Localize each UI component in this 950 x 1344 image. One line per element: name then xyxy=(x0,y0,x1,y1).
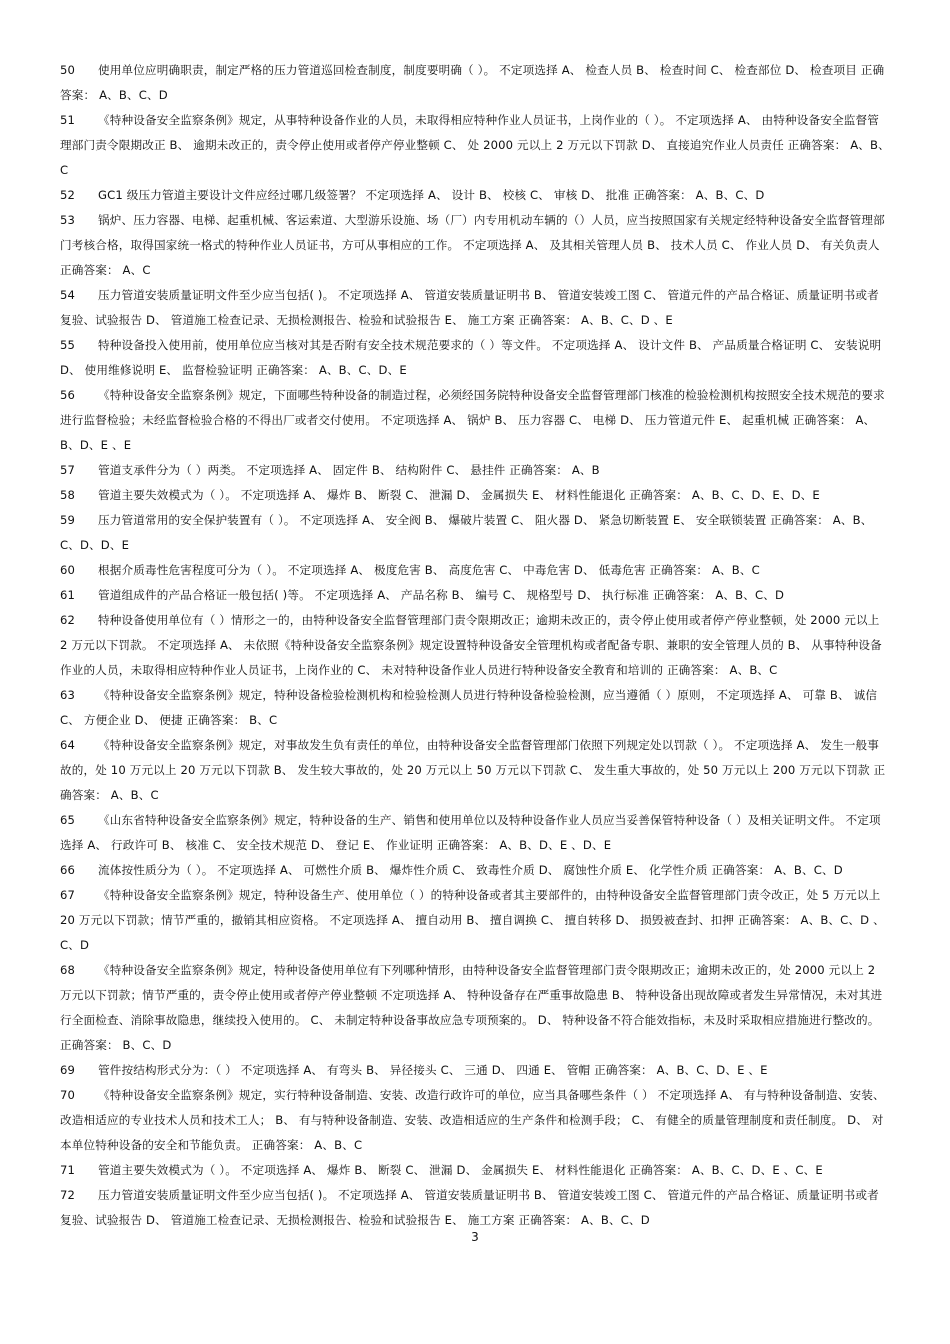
question-item xyxy=(60,558,890,583)
question-text: 《特种设备安全监察条例》规定，特种设备检验检测机构和检验检测人员进行特种设备检验检测，应当遵循（ ）原则， 不定项选择 A、 可靠 B、 诚信 C、 方便企业 D、 便捷 正确答案： B、C xyxy=(60,688,878,727)
question-text: 《特种设备安全监察条例》规定，特种设备使用单位有下列哪种情形，由特种设备安全监督管理部门责令限期改正；逾期未改正的，处 2000 元以上 2 万元以下罚款；情节严重的，责令停止使用或者停产停业整顿 不定项选择 A、 特种设备存在严重事故隐患 B、 特种设备出现故障或者发生异常情况，未对其进行全面检查、消除事故隐患，继续投入使用的。 C、 未制定特种设备事故应急专项预案的。 D、 特种设备不符合能效指标，未及时采取相应措施进行整改的。 正确答案： B、C、D xyxy=(60,963,883,1052)
question-number: 67 xyxy=(60,888,76,902)
question-item xyxy=(60,733,890,808)
question-item xyxy=(60,608,890,683)
question-number: 60 xyxy=(60,563,76,577)
question-number: 68 xyxy=(60,963,76,977)
question-number: 70 xyxy=(60,1088,76,1102)
question-number: 66 xyxy=(60,863,76,877)
question-text: 特种设备投入使用前，使用单位应当核对其是否附有安全技术规范要求的（ ）等文件。 不定项选择 A、 设计文件 B、 产品质量合格证明 C、 安装说明 D、 使用维修说明 E、 监督检验证明 正确答案： A、B、C、D、E xyxy=(60,338,882,377)
question-item xyxy=(60,1083,890,1158)
question-item xyxy=(60,183,890,208)
question-text: 《特种设备安全监察条例》规定，下面哪些特种设备的制造过程，必须经国务院特种设备安全监督管理部门核准的检验检测机构按照安全技术规范的要求进行监督检验；未经监督检验合格的不得出厂或者交付使用。 不定项选择 A、 锅炉 B、 压力容器 C、 电梯 D、 压力管道元件 E、 起重机械 正确答案： A、B、D、E 、E xyxy=(60,388,885,452)
question-text: 压力管道常用的安全保护装置有（ ）。 不定项选择 A、 安全阀 B、 爆破片装置 C、 阻火器 D、 紧急切断装置 E、 安全联锁装置 正确答案： A、B、C、D、D、E xyxy=(60,513,873,552)
question-number: 59 xyxy=(60,513,76,527)
question-text: 《山东省特种设备安全监察条例》规定，特种设备的生产、销售和使用单位以及特种设备作业人员应当妥善保管特种设备（ ）及相关证明文件。 不定项选择 A、 行政许可 B、 核准 C、 安全技术规范 D、 登记 E、 作业证明 正确答案： A、B、D、E 、D、E xyxy=(60,813,881,852)
question-number: 63 xyxy=(60,688,76,702)
question-item xyxy=(60,208,890,283)
question-text: 管件按结构形式分为：（ ） 不定项选择 A、 有弯头 B、 异径接头 C、 三通 D、 四通 E、 管帽 正确答案： A、B、C、D、E 、E xyxy=(98,1063,768,1077)
question-text: 管道主要失效模式为（ ）。 不定项选择 A、 爆炸 B、 断裂 C、 泄漏 D、 金属损失 E、 材料性能退化 正确答案： A、B、C、D、E 、C、E xyxy=(98,1163,823,1177)
question-text: 锅炉、压力容器、电梯、起重机械、客运索道、大型游乐设施、场（厂）内专用机动车辆的（）人员，应当按照国家有关规定经特种设备安全监督管理部门考核合格，取得国家统一格式的特种作业人员证书，方可从事相应的工作。 不定项选择 A、 及其相关管理人员 B、 技术人员 C、 作业人员 D、 有关负责人 正确答案： A、C xyxy=(60,213,885,277)
question-number: 69 xyxy=(60,1063,76,1077)
question-text: 管道支承件分为（ ）两类。 不定项选择 A、 固定件 B、 结构附件 C、 悬挂件 正确答案： A、B xyxy=(98,463,600,477)
question-number: 64 xyxy=(60,738,76,752)
question-item xyxy=(60,283,890,333)
question-number: 72 xyxy=(60,1188,76,1202)
question-number: 65 xyxy=(60,813,76,827)
question-item xyxy=(60,58,890,108)
question-number: 56 xyxy=(60,388,76,402)
question-text: GC1 级压力管道主要设计文件应经过哪几级签署？ 不定项选择 A、 设计 B、 校核 C、 审核 D、 批准 正确答案： A、B、C、D xyxy=(98,188,765,202)
question-text: 《特种设备安全监察条例》规定，实行特种设备制造、安装、改造行政许可的单位，应当具备哪些条件（ ） 不定项选择 A、 有与特种设备制造、安装、改造相适应的专业技术人员和技术工人； B、 有与特种设备制造、安装、改造相适应的生产条件和检测手段； C、 有健全的质量管理制度和责任制度。 D、 对本单位特种设备的安全和节能负责。 正确答案： A、B、C xyxy=(60,1088,885,1152)
question-item xyxy=(60,383,890,458)
question-number: 54 xyxy=(60,288,76,302)
question-text: 压力管道安装质量证明文件至少应当包括( )。 不定项选择 A、 管道安装质量证明书 B、 管道安装竣工图 C、 管道元件的产品合格证、质量证明书或者复验、试验报告 D、 管道施工检查记录、无损检测报告、检验和试验报告 E、 施工方案 正确答案： A、B、C、D xyxy=(60,1188,879,1227)
question-item xyxy=(60,858,890,883)
question-item xyxy=(60,108,890,183)
question-number: 58 xyxy=(60,488,76,502)
question-number: 53 xyxy=(60,213,76,227)
question-text: 根据介质毒性危害程度可分为（ ）。 不定项选择 A、 极度危害 B、 高度危害 C、 中毒危害 D、 低毒危害 正确答案： A、B、C xyxy=(98,563,760,577)
question-item xyxy=(60,808,890,858)
question-text: 压力管道安装质量证明文件至少应当包括( )。 不定项选择 A、 管道安装质量证明书 B、 管道安装竣工图 C、 管道元件的产品合格证、质量证明书或者复验、试验报告 D、 管道施工检查记录、无损检测报告、检验和试验报告 E、 施工方案 正确答案： A、B、C、D 、E xyxy=(60,288,879,327)
question-text: 《特种设备安全监察条例》规定，特种设备生产、使用单位（ ）的特种设备或者其主要部件的，由特种设备安全监督管理部门责令改正，处 5 万元以上 20 万元以下罚款；情节严重的，撤销其相应资格。 不定项选择 A、 擅自动用 B、 擅自调换 C、 擅自转移 D、 损毁被查封、扣押 正确答案： A、B、C、D 、C、D xyxy=(60,888,885,952)
question-item xyxy=(60,458,890,483)
question-item xyxy=(60,508,890,558)
question-item xyxy=(60,683,890,733)
question-number: 57 xyxy=(60,463,76,477)
question-item xyxy=(60,883,890,958)
question-list xyxy=(60,58,890,1233)
question-text: 流体按性质分为（ ）。 不定项选择 A、 可燃性介质 B、 爆炸性介质 C、 致毒性介质 D、 腐蚀性介质 E、 化学性介质 正确答案： A、B、C、D xyxy=(98,863,843,877)
question-text: 《特种设备安全监察条例》规定，对事故发生负有责任的单位，由特种设备安全监督管理部门依照下列规定处以罚款（ ）。 不定项选择 A、 发生一般事故的，处 10 万元以上 20 万元以下罚款 B、 发生较大事故的，处 20 万元以上 50 万元以下罚款 C、 发生重大事故的，处 50 万元以上 200 万元以下罚款 正确答案： A、B、C xyxy=(60,738,886,802)
question-number: 71 xyxy=(60,1163,76,1177)
page-number: 3 xyxy=(471,1230,479,1244)
question-item xyxy=(60,958,890,1058)
question-text: 《特种设备安全监察条例》规定，从事特种设备作业的人员，未取得相应特种作业人员证书，上岗作业的（ ）。 不定项选择 A、 由特种设备安全监督管理部门责令限期改正 B、 逾期未改正的，责令停止使用或者停产停业整顿 C、 处 2000 元以上 2 万元以下罚款 D、 直接追究作业人员责任 正确答案： A、B、C xyxy=(60,113,890,177)
question-number: 52 xyxy=(60,188,76,202)
question-number: 50 xyxy=(60,63,76,77)
question-text: 管道主要失效模式为（ ）。 不定项选择 A、 爆炸 B、 断裂 C、 泄漏 D、 金属损失 E、 材料性能退化 正确答案： A、B、C、D、E、D、E xyxy=(98,488,820,502)
question-item xyxy=(60,483,890,508)
question-number: 55 xyxy=(60,338,76,352)
question-text: 特种设备使用单位有（ ）情形之一的，由特种设备安全监督管理部门责令限期改正；逾期未改正的，责令停止使用或者停产停业整顿，处 2000 元以上 2 万元以下罚款。 不定项选择 A、 未依照《特种设备安全监察条例》规定设置特种设备安全管理机构或者配备专职、兼职的安全管理人员的 B、 从事特种设备作业的人员，未取得相应特种作业人员证书，上岗作业的 C、 未对特种设备作业人员进行特种设备安全教育和培训的 正确答案： A、B、C xyxy=(60,613,882,677)
question-item xyxy=(60,583,890,608)
question-number: 51 xyxy=(60,113,76,127)
question-text: 管道组成件的产品合格证一般包括( )等。 不定项选择 A、 产品名称 B、 编号 C、 规格型号 D、 执行标准 正确答案： A、B、C、D xyxy=(98,588,785,602)
question-item xyxy=(60,1183,890,1233)
question-item xyxy=(60,1058,890,1083)
question-text: 使用单位应明确职责，制定严格的压力管道巡回检查制度，制度要明确（ ）。 不定项选择 A、 检查人员 B、 检查时间 C、 检查部位 D、 检查项目 正确答案： A、B、C、D xyxy=(60,63,885,102)
question-item xyxy=(60,1158,890,1183)
question-item xyxy=(60,333,890,383)
question-number: 62 xyxy=(60,613,76,627)
question-number: 61 xyxy=(60,588,76,602)
